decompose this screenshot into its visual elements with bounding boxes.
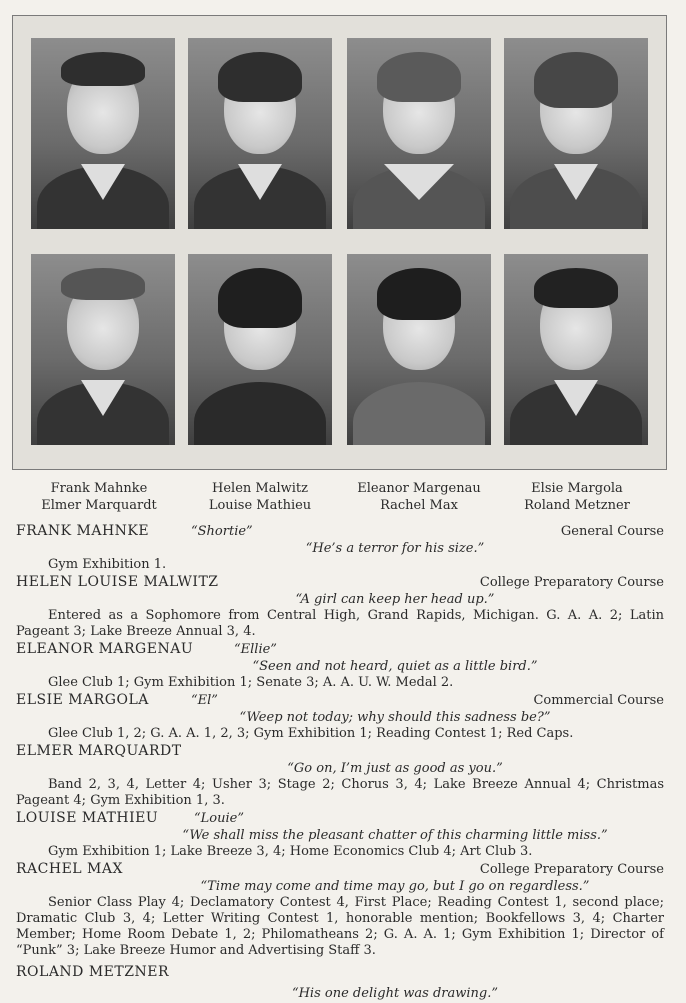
entry-name: FRANK MAHNKE bbox=[16, 523, 150, 539]
caption-column-3 bbox=[334, 480, 504, 514]
entry-activities: Band 2, 3, 4, Letter 4; Usher 3; Stage 2; Chorus 3, 4; Lake Breeze Annual 4; Christmas Pageant 4; Gym Exhibition 1, 3. bbox=[16, 777, 664, 808]
caption-column-1 bbox=[14, 480, 184, 514]
entry-quote: “Go on, I’m just as good as you.” bbox=[287, 761, 503, 776]
entry-quote: “Time may come and time may go, but I go on regardless.” bbox=[200, 879, 590, 894]
entry-course: Commercial Course bbox=[533, 693, 664, 708]
entry-frank-mahnke bbox=[16, 522, 664, 573]
entry-roland-metzner bbox=[16, 963, 664, 1002]
entry-quote: “We shall miss the pleasant chatter of this charming little miss.” bbox=[182, 828, 608, 843]
entry-name: LOUISE MATHIEU bbox=[16, 810, 159, 826]
photo-panel bbox=[12, 15, 667, 470]
entry-louise-mathieu bbox=[16, 809, 664, 860]
caption-column-2 bbox=[175, 480, 345, 514]
entry-nickname: “El” bbox=[191, 693, 218, 708]
portrait-roland-metzner bbox=[504, 254, 648, 445]
entry-nickname: “Ellie” bbox=[234, 642, 277, 657]
entry-quote: “He’s a terror for his size.” bbox=[305, 541, 485, 556]
entry-activities: Gym Exhibition 1. bbox=[48, 557, 167, 572]
caption-name: Eleanor Margenau bbox=[357, 481, 481, 496]
portrait-elmer-marquardt bbox=[31, 254, 175, 445]
entry-name: ELSIE MARGOLA bbox=[16, 692, 149, 708]
senior-entries bbox=[16, 522, 664, 1002]
caption-name: Rachel Max bbox=[380, 498, 458, 513]
entry-activities: Glee Club 1; Gym Exhibition 1; Senate 3; A. A. U. W. Medal 2. bbox=[48, 675, 454, 690]
portrait-helen-malwitz bbox=[188, 38, 332, 229]
entry-activities: Senior Class Play 4; Declamatory Contest 4, First Place; Reading Contest 1, second place; Dramatic Club 3, 4; Letter Writing Contest 1, honorable mention; Bookfellows 3, 4; Charter Member; Home Room Debate 1, 2; Philomatheans 2; G. A. A. 1; Gym Exhibition 1; Director of “Punk” 3; Lake Breeze Humor and Advertising Staff 3. bbox=[16, 895, 664, 958]
entry-elmer-marquardt bbox=[16, 742, 664, 809]
caption-name: Roland Metzner bbox=[524, 498, 630, 513]
portrait-elsie-margola bbox=[504, 38, 648, 229]
portrait-louise-mathieu bbox=[188, 254, 332, 445]
entry-course: College Preparatory Course bbox=[479, 575, 664, 590]
entry-course: General Course bbox=[560, 524, 664, 539]
caption-name: Helen Malwitz bbox=[212, 481, 308, 496]
entry-activities: Glee Club 1, 2; G. A. A. 1, 2, 3; Gym Exhibition 1; Reading Contest 1; Red Caps. bbox=[48, 726, 574, 741]
entry-name: ELMER MARQUARDT bbox=[16, 743, 182, 759]
entry-activities: Entered as a Sophomore from Central High, Grand Rapids, Michigan. G. A. A. 2; Latin Pageant 3; Lake Breeze Annual 3, 4. bbox=[16, 608, 664, 639]
entry-rachel-max bbox=[16, 860, 664, 959]
entry-nickname: “Shortie” bbox=[191, 524, 253, 539]
entry-activities: Gym Exhibition 1; Lake Breeze 3, 4; Home Economics Club 4; Art Club 3. bbox=[48, 844, 533, 859]
entry-quote: “Weep not today; why should this sadness be?” bbox=[239, 710, 551, 725]
caption-name: Elsie Margola bbox=[531, 481, 623, 496]
entry-nickname: “Louie” bbox=[194, 811, 244, 826]
entry-quote: “Seen and not heard, quiet as a little bird.” bbox=[252, 659, 538, 674]
portrait-rachel-max bbox=[347, 254, 491, 445]
entry-name: RACHEL MAX bbox=[16, 861, 123, 877]
caption-name: Louise Mathieu bbox=[208, 498, 312, 513]
entry-elsie-margola bbox=[16, 691, 664, 742]
portrait-frank-mahnke bbox=[31, 38, 175, 229]
entry-course: College Preparatory Course bbox=[479, 862, 664, 877]
entry-eleanor-margenau bbox=[16, 640, 664, 691]
entry-helen-louise-malwitz bbox=[16, 573, 664, 640]
entry-name: ROLAND METZNER bbox=[16, 964, 169, 980]
caption-column-4 bbox=[492, 480, 662, 514]
entry-quote: “His one delight was drawing.” bbox=[291, 986, 499, 1001]
entry-quote: “A girl can keep her head up.” bbox=[295, 592, 495, 607]
entry-name: HELEN LOUISE MALWITZ bbox=[16, 574, 219, 590]
portrait-eleanor-margenau bbox=[347, 38, 491, 229]
entry-name: ELEANOR MARGENAU bbox=[16, 641, 194, 657]
caption-name: Frank Mahnke bbox=[50, 481, 148, 496]
caption-name: Elmer Marquardt bbox=[41, 498, 157, 513]
